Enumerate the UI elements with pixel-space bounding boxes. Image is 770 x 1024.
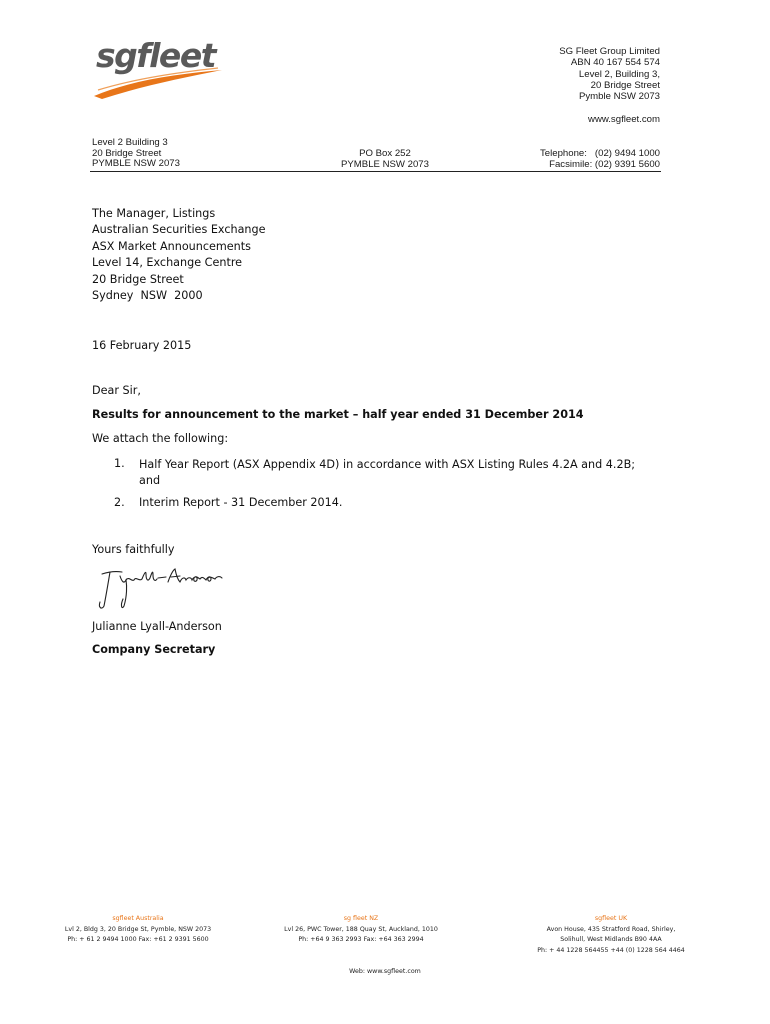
office-name: sg fleet NZ xyxy=(343,915,379,922)
postal-address-line: PYMBLE NSW 2073 xyxy=(341,158,429,170)
company-name: SG Fleet Group Limited xyxy=(559,46,660,57)
recipient-line: Sydney NSW 2000 xyxy=(92,289,203,303)
footer-office-uk xyxy=(526,914,696,956)
header-divider xyxy=(90,171,661,172)
company-address-line: Pymble NSW 2073 xyxy=(578,91,660,103)
signatory-name: Julianne Lyall-Anderson xyxy=(92,620,222,633)
footer-office-nz xyxy=(268,914,454,946)
recipient-line: ASX Market Announcements xyxy=(92,239,251,253)
footer-office-australia xyxy=(50,914,226,946)
office-address: Solihull, West Midlands B90 4AA xyxy=(560,936,662,944)
footer-web[interactable]: Web: www.sgfleet.com xyxy=(349,968,421,975)
company-details xyxy=(559,46,660,102)
facsimile: Facsimile: (02) 9391 5600 xyxy=(549,158,660,170)
attachment-intro: We attach the following: xyxy=(92,432,229,445)
office-address: Lvl 2, Bldg 3, 20 Bridge St, Pymble, NSW 2073 xyxy=(64,925,212,933)
company-abn: ABN 40 167 554 574 xyxy=(570,57,660,69)
recipient-line: Level 14, Exchange Centre xyxy=(92,256,243,270)
office-name: sgfleet UK xyxy=(594,915,628,922)
list-item-number: 2. xyxy=(114,496,125,509)
company-address-line: Level 2, Building 3, xyxy=(578,68,660,80)
handwritten-signature xyxy=(96,566,228,612)
letter-date: 16 February 2015 xyxy=(92,339,192,352)
logo-swoosh-icon xyxy=(92,66,227,102)
list-item xyxy=(139,457,635,490)
contact-numbers xyxy=(540,149,660,170)
office-phone: Ph: + 61 2 9494 1000 Fax: +61 2 9391 5600 xyxy=(67,936,209,944)
company-website[interactable]: www.sgfleet.com xyxy=(588,114,660,125)
list-item-text: Half Year Report (ASX Appendix 4D) in accordance with ASX Listing Rules 4.2A and 4.2B; xyxy=(139,458,636,471)
recipient-line: 20 Bridge Street xyxy=(92,272,184,286)
office-phone: Ph: +64 9 363 2993 Fax: +64 363 2994 xyxy=(298,936,424,944)
street-address xyxy=(92,138,180,170)
list-item-number: 1. xyxy=(114,457,125,470)
signatory-title: Company Secretary xyxy=(92,643,216,656)
letter-subject: Results for announcement to the market – half year ended 31 December 2014 xyxy=(92,408,584,421)
postal-address-line: PO Box 252 xyxy=(359,148,411,159)
street-address-line: 20 Bridge Street xyxy=(92,147,162,159)
logo-wordmark: sgfleet xyxy=(96,36,215,75)
recipient-address xyxy=(92,206,266,304)
salutation: Dear Sir, xyxy=(92,384,141,397)
list-item-text: and xyxy=(139,474,161,488)
office-address: Lvl 26, PWC Tower, 188 Quay St, Auckland, 1010 xyxy=(284,925,438,933)
list-item-text: Interim Report - 31 December 2014. xyxy=(139,496,343,509)
office-name: sgfleet Australia xyxy=(112,915,164,922)
recipient-line: Australian Securities Exchange xyxy=(92,223,266,237)
street-address-line: Level 2 Building 3 xyxy=(92,137,168,148)
postal-address xyxy=(337,149,433,170)
street-address-line: PYMBLE NSW 2073 xyxy=(92,158,180,170)
office-phone: Ph: + 44 1228 564455 +44 (0) 1228 564 4464 xyxy=(537,946,685,954)
company-logo xyxy=(92,36,227,106)
closing: Yours faithfully xyxy=(92,543,175,556)
telephone: Telephone: (02) 9494 1000 xyxy=(539,148,660,159)
recipient-line: The Manager, Listings xyxy=(92,207,216,220)
office-address: Avon House, 435 Stratford Road, Shirley, xyxy=(546,925,676,933)
company-address-line: 20 Bridge Street xyxy=(590,79,660,91)
